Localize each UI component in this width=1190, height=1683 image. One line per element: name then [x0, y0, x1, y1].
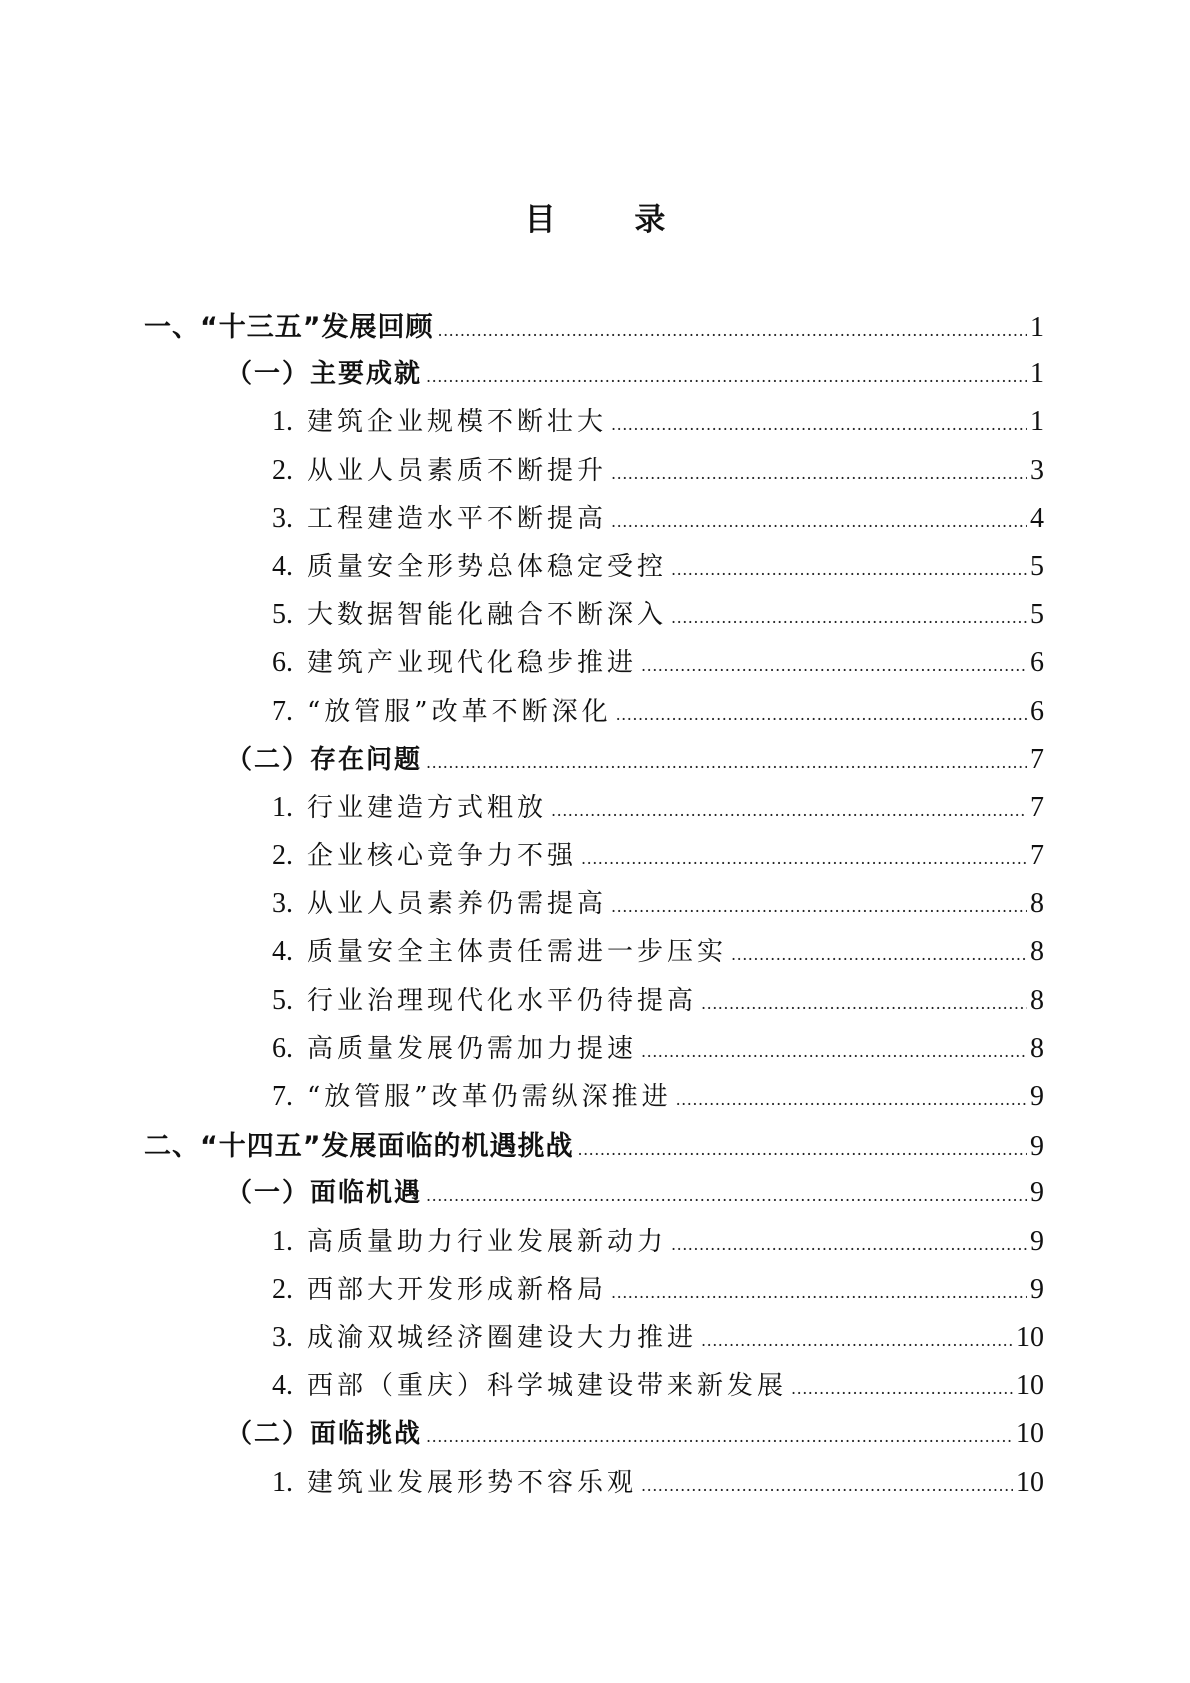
toc-page-number: 10 [1016, 1466, 1044, 1498]
toc-dot-leader [438, 321, 1028, 340]
toc-entry-label [272, 401, 607, 438]
toc-entry-level-3[interactable] [144, 1317, 1044, 1365]
toc-entry-number: 5. [272, 599, 293, 631]
toc-entry-label [272, 1221, 667, 1258]
toc-entry-label [272, 1317, 697, 1354]
toc-page-number: 1 [1030, 358, 1044, 390]
toc-page-number: 9 [1030, 1177, 1044, 1209]
toc-entry-text: 高质量发展仍需加力提速 [307, 1033, 638, 1064]
toc-entry-text: 行业治理现代化水平仍待提高 [307, 985, 698, 1016]
toc-entry-number: 7. [272, 1081, 293, 1112]
toc-dot-leader [731, 945, 1027, 964]
toc-page-number: 9 [1030, 1081, 1044, 1112]
toc-entry-text: 西部大开发形成新格局 [307, 1274, 608, 1305]
toc-page-number: 7 [1030, 743, 1044, 775]
toc-entry-level-3[interactable] [144, 980, 1044, 1028]
toc-page-number: 4 [1030, 502, 1044, 534]
toc-entry-level-3[interactable] [144, 1076, 1044, 1124]
toc-entry-level-3[interactable] [144, 787, 1044, 835]
toc-entry-number: 3. [272, 502, 293, 534]
toc-entry-text: 高质量助力行业发展新动力 [307, 1226, 668, 1257]
toc-entry-label [144, 1124, 574, 1163]
toc-dot-leader [578, 1140, 1028, 1159]
toc-entry-level-3[interactable] [144, 1028, 1044, 1076]
toc-entry-number: 2. [272, 454, 293, 486]
toc-page-number: 8 [1030, 888, 1044, 920]
toc-page-number: 7 [1030, 840, 1044, 872]
toc-entry-text: （一）面临机遇 [226, 1178, 423, 1209]
toc-entry-level-3[interactable] [144, 931, 1044, 979]
toc-dot-leader [611, 415, 1027, 434]
toc-entry-number: 6. [272, 1032, 293, 1064]
toc-entry-level-3[interactable] [144, 546, 1044, 594]
toc-entry-text: 成渝双城经济圈建设大力推进 [307, 1322, 698, 1353]
toc-dot-leader [616, 705, 1027, 724]
toc-dot-leader [611, 512, 1027, 531]
toc-entry-level-3[interactable] [144, 883, 1044, 931]
toc-entry-level-3[interactable] [144, 498, 1044, 546]
toc-page-number: 3 [1030, 454, 1044, 486]
toc-entry-text: 工程建造水平不断提高 [307, 503, 608, 534]
toc-entry-label [272, 1269, 607, 1306]
toc-entry-level-3[interactable] [144, 594, 1044, 642]
toc-dot-leader [701, 994, 1027, 1013]
toc-entry-text: 西部（重庆）科学城建设带来新发展 [307, 1371, 788, 1402]
toc-entry-level-2[interactable] [144, 1172, 1044, 1220]
toc-entry-label [272, 787, 547, 824]
toc-entry-number: 1. [272, 1466, 293, 1498]
toc-page-number: 9 [1030, 1131, 1044, 1163]
toc-dot-leader [611, 1283, 1027, 1302]
toc-entry-number: 1. [272, 1225, 293, 1257]
toc-entry-text: 建筑业发展形势不容乐观 [307, 1467, 638, 1498]
toc-entry-label [272, 1076, 672, 1113]
toc-entry-level-2[interactable] [144, 353, 1044, 401]
toc-page-number: 1 [1030, 312, 1044, 343]
toc-entry-label [272, 883, 607, 920]
toc-entry-level-3[interactable] [144, 450, 1044, 498]
toc-entry-level-1[interactable] [144, 1124, 1044, 1172]
toc-dot-leader [426, 1427, 1013, 1446]
toc-entry-level-3[interactable] [144, 1221, 1044, 1269]
toc-page-number: 8 [1030, 984, 1044, 1016]
toc-entry-text: 大数据智能化融合不断深入 [307, 600, 668, 631]
toc-entry-text: （二）存在问题 [226, 744, 423, 775]
toc-dot-leader [611, 464, 1027, 483]
toc-entry-label [272, 1028, 637, 1065]
toc-entry-level-3[interactable] [144, 1462, 1044, 1510]
toc-entry-text: “放管服”改革不断深化 [307, 696, 612, 727]
toc-dot-leader [641, 1476, 1013, 1495]
toc-entry-label [272, 546, 667, 583]
table-of-contents [144, 305, 1044, 1510]
toc-entry-number: 7. [272, 695, 293, 727]
toc-entry-number: 1. [272, 791, 293, 823]
toc-entry-level-1[interactable] [144, 305, 1044, 353]
toc-page-number: 10 [1016, 1418, 1044, 1450]
toc-entry-level-2[interactable] [144, 739, 1044, 787]
toc-page-number: 1 [1030, 406, 1044, 438]
toc-dot-leader [551, 801, 1027, 820]
toc-entry-text: 企业核心竞争力不强 [307, 841, 578, 872]
toc-entry-text: 行业建造方式粗放 [307, 792, 548, 823]
toc-entry-label [272, 642, 637, 679]
toc-entry-text: 质量安全形势总体稳定受控 [307, 551, 668, 582]
toc-page-number: 7 [1030, 791, 1044, 823]
toc-entry-label [272, 594, 667, 631]
toc-entry-label [272, 691, 612, 728]
toc-entry-label [226, 353, 422, 390]
toc-dot-leader [671, 1235, 1027, 1254]
toc-entry-text: “放管服”改革仍需纵深推进 [307, 1082, 672, 1112]
toc-page-number: 8 [1030, 936, 1044, 968]
toc-entry-level-3[interactable] [144, 642, 1044, 690]
toc-entry-number: 4. [272, 1370, 293, 1402]
toc-dot-leader [426, 1186, 1027, 1205]
toc-dot-leader [641, 656, 1027, 675]
toc-page-number: 9 [1030, 1225, 1044, 1257]
toc-entry-number: 5. [272, 984, 293, 1016]
toc-entry-text: 二、“十四五”发展面临的机遇挑战 [144, 1131, 574, 1163]
toc-page-number: 6 [1030, 695, 1044, 727]
toc-entry-label [272, 450, 607, 487]
toc-entry-label [272, 835, 577, 872]
toc-page-number: 6 [1030, 647, 1044, 679]
toc-entry-level-3[interactable] [144, 1269, 1044, 1317]
toc-entry-number: 2. [272, 1273, 293, 1305]
toc-entry-label [144, 305, 434, 344]
toc-entry-label [272, 1462, 637, 1499]
page-title: 目 录 [524, 202, 700, 238]
toc-dot-leader [671, 608, 1027, 627]
toc-entry-label [272, 980, 697, 1017]
toc-dot-leader [581, 849, 1027, 868]
toc-entry-number: 4. [272, 936, 293, 968]
toc-dot-leader [791, 1379, 1013, 1398]
toc-entry-number: 1. [272, 406, 293, 438]
toc-entry-number: 6. [272, 647, 293, 679]
toc-page-number: 5 [1030, 550, 1044, 582]
toc-page-number: 8 [1030, 1032, 1044, 1064]
toc-dot-leader [611, 897, 1027, 916]
toc-entry-text: 质量安全主体责任需进一步压实 [307, 937, 728, 968]
toc-entry-label [272, 931, 727, 968]
toc-entry-level-3[interactable] [144, 1365, 1044, 1413]
toc-entry-label [272, 498, 607, 535]
toc-entry-text: 一、“十三五”发展回顾 [144, 312, 434, 343]
toc-entry-level-3[interactable] [144, 835, 1044, 883]
toc-dot-leader [426, 367, 1027, 386]
toc-page-number: 10 [1016, 1370, 1044, 1402]
toc-entry-label [272, 1365, 787, 1402]
toc-entry-text: （一）主要成就 [226, 359, 423, 390]
toc-entry-level-2[interactable] [144, 1413, 1044, 1461]
toc-entry-text: 从业人员素养仍需提高 [307, 889, 608, 920]
toc-entry-number: 4. [272, 550, 293, 582]
toc-entry-text: 建筑产业现代化稳步推进 [307, 648, 638, 679]
toc-entry-level-3[interactable] [144, 691, 1044, 739]
toc-page-number: 9 [1030, 1273, 1044, 1305]
toc-entry-label [226, 739, 422, 776]
toc-entry-text: （二）面临挑战 [226, 1419, 423, 1450]
toc-dot-leader [676, 1090, 1027, 1109]
toc-page-number: 10 [1016, 1321, 1044, 1353]
toc-dot-leader [426, 753, 1027, 772]
toc-dot-leader [641, 1042, 1027, 1061]
toc-entry-number: 2. [272, 840, 293, 872]
toc-entry-label [226, 1172, 422, 1209]
toc-entry-text: 建筑企业规模不断壮大 [307, 407, 608, 438]
toc-entry-text: 从业人员素质不断提升 [307, 455, 608, 486]
toc-dot-leader [701, 1331, 1013, 1350]
toc-dot-leader [671, 560, 1027, 579]
toc-entry-number: 3. [272, 888, 293, 920]
toc-entry-label [226, 1413, 422, 1450]
toc-entry-level-3[interactable] [144, 401, 1044, 449]
toc-page-number: 5 [1030, 599, 1044, 631]
toc-entry-number: 3. [272, 1321, 293, 1353]
